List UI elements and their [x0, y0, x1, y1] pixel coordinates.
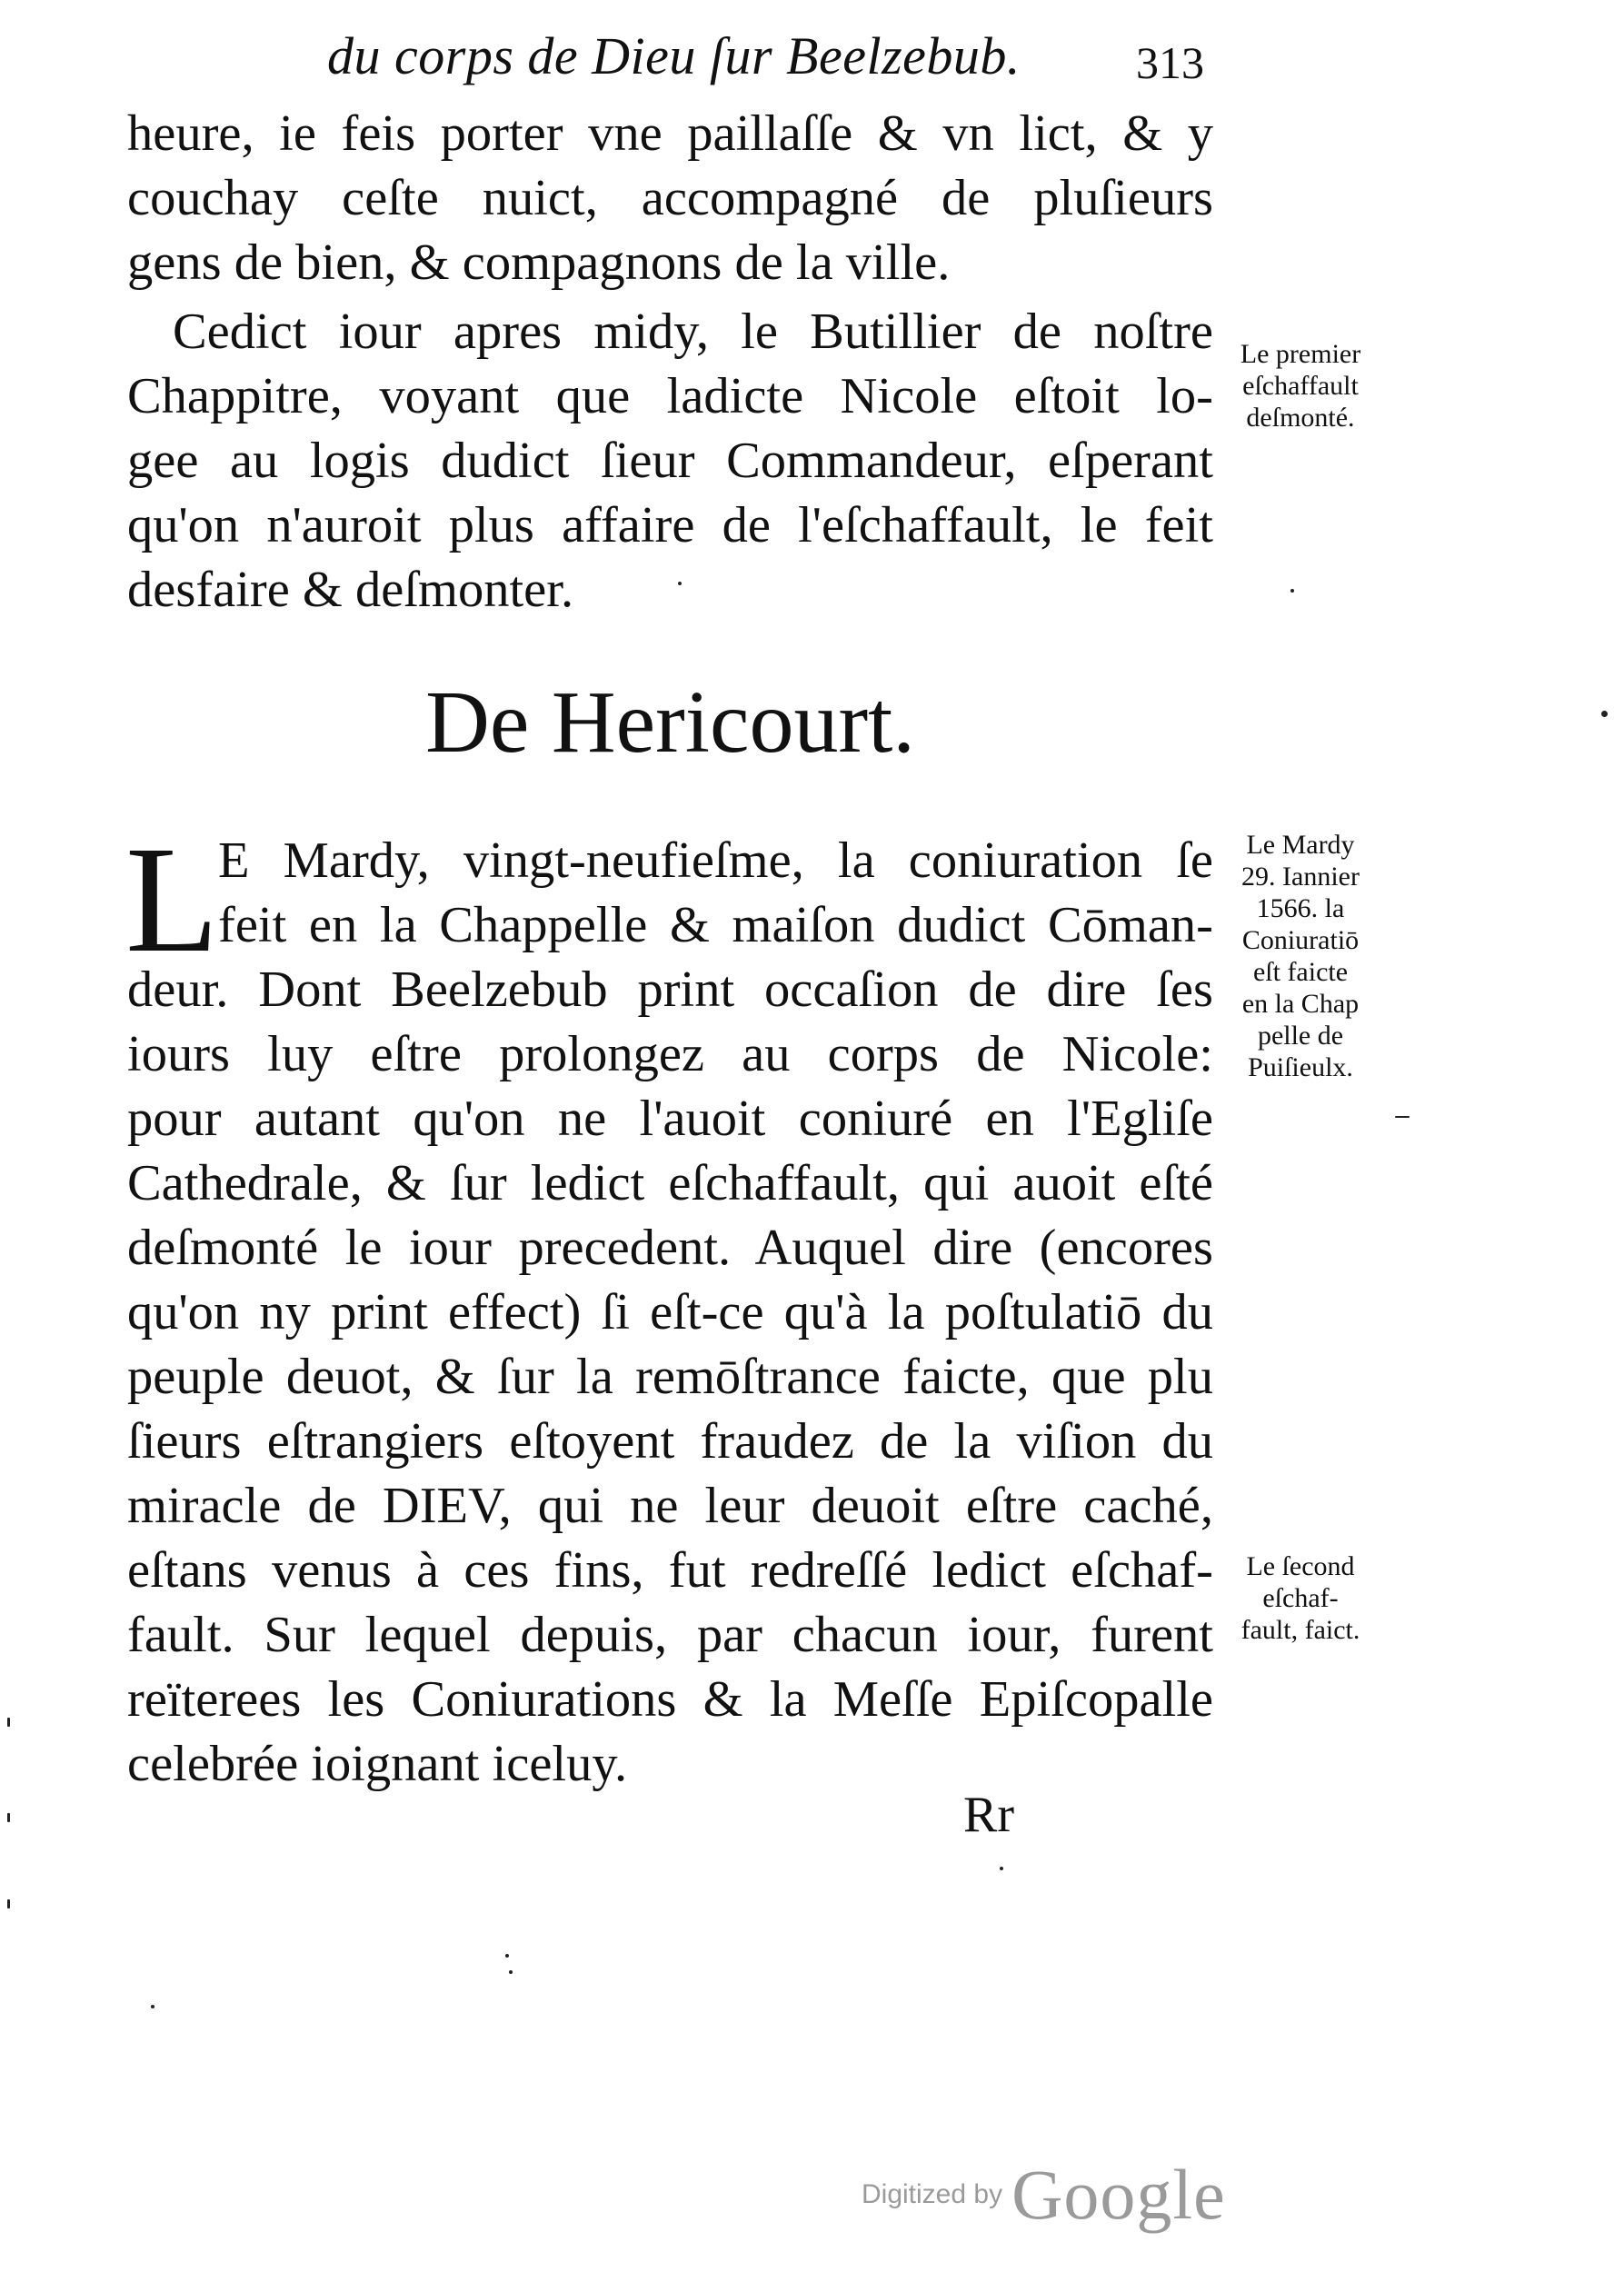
text-line: E Mardy, vingt-neufieſme, la coniuration ſe	[218, 832, 1213, 889]
ink-speck	[1395, 1116, 1410, 1118]
margin-note-first-scaffold	[1220, 338, 1381, 433]
text-line: qu'on n'auroit plus affaire de l'eſchaffault, le feit	[127, 497, 1213, 553]
text-line: Chappitre, voyant que ladicte Nicole eſtoit lo-	[127, 368, 1213, 424]
ink-speck	[509, 1970, 513, 1974]
margin-note-line: eſchaf-	[1262, 1583, 1339, 1613]
page-number: 313	[1136, 37, 1204, 88]
text-line: feit en la Chappelle & maiſon dudict Cōman-	[218, 897, 1213, 953]
text-line: fault. Sur lequel depuis, par chacun iour, furent	[127, 1607, 1213, 1663]
margin-note-line: fault, faict.	[1240, 1615, 1360, 1645]
text-line: deur. Dont Beelzebub print occaſion de dire ſes	[127, 962, 1213, 1018]
paragraph-2	[127, 300, 1213, 623]
margin-note-line: Le Mardy	[1246, 830, 1355, 860]
margin-note-line: Coniuratiō	[1241, 925, 1360, 955]
drop-cap: L	[125, 815, 219, 984]
margin-note-second-scaffold	[1220, 1550, 1381, 1646]
text-line: gee au logis dudict ſieur Commandeur, eſperant	[127, 433, 1213, 489]
margin-note-line: Le ſecond	[1246, 1551, 1355, 1581]
text-line: Cathedrale, & ſur ledict eſchaffault, qui auoit eſté	[127, 1155, 1213, 1211]
paragraph-1	[127, 102, 1213, 295]
text-line: couchay ceſte nuict, accompagné de pluſieurs	[127, 170, 1213, 226]
margin-note-line: en la Chap	[1241, 989, 1360, 1019]
margin-note-line: deſmonté.	[1246, 403, 1355, 433]
margin-note-line: pelle de	[1257, 1021, 1344, 1051]
ink-speck	[1290, 589, 1294, 593]
ink-speck	[7, 1813, 10, 1822]
text-line: pour autant qu'on ne l'auoit coniuré en l'Egliſe	[127, 1091, 1213, 1147]
google-logo: Google	[1011, 2155, 1226, 2234]
ink-speck	[7, 1899, 10, 1908]
digitized-by-watermark	[862, 2154, 1226, 2236]
text-line: reïterees les Coniurations & la Meſſe Epiſcopalle	[127, 1671, 1213, 1728]
margin-note-line: 29. Iannier	[1241, 862, 1360, 892]
paragraph-3	[125, 815, 1213, 1797]
digitized-by-label: Digitized by	[862, 2179, 1003, 2209]
ink-speck	[678, 582, 682, 585]
ink-speck	[505, 1954, 509, 1958]
margin-note-line: eſchaffault	[1242, 371, 1359, 401]
ink-speck	[1601, 711, 1608, 717]
margin-note-line: Le premier	[1240, 339, 1361, 369]
text-line: iours luy eſtre prolongez au corps de Nicole:	[127, 1026, 1213, 1082]
signature-mark: Rr	[963, 1787, 1014, 1843]
text-line: miracle de DIEV, qui ne leur deuoit eſtre caché,	[127, 1478, 1213, 1534]
text-line: celebrée ioignant iceluy.	[127, 1736, 628, 1792]
ink-speck	[7, 1718, 10, 1727]
margin-note-line: eſt faicte	[1252, 957, 1349, 987]
ink-speck	[1000, 1867, 1003, 1870]
text-line: eſtans venus à ces fins, fut redreſſé ledict eſchaf-	[127, 1542, 1213, 1599]
text-line: desfaire & deſmonter.	[127, 562, 574, 618]
margin-note-line: 1566. la	[1256, 893, 1345, 923]
text-line: heure, ie feis porter vne paillaſſe & vn lict, & y	[127, 105, 1213, 162]
running-title: du corps de Dieu ſur Beelzebub.	[327, 26, 1021, 85]
section-heading: De Hericourt.	[425, 673, 915, 772]
text-line: qu'on ny print effect) ſi eſt-ce qu'à la poſtulatiō du	[127, 1284, 1213, 1340]
text-line: peuple deuot, & ſur la remōſtrance faicte, que plu	[127, 1349, 1213, 1405]
margin-note-line: Puiſieulx.	[1248, 1052, 1353, 1082]
text-line: gens de bien, & compagnons de la ville.	[127, 234, 951, 291]
text-line: Cedict iour apres midy, le Butillier de noſtre	[173, 304, 1213, 360]
ink-speck	[151, 2005, 154, 2008]
margin-note-conjuration-date	[1220, 829, 1381, 1083]
text-line: deſmonté le iour precedent. Auquel dire (encores	[127, 1220, 1213, 1276]
text-line: ſieurs eſtrangiers eſtoyent fraudez de la viſion du	[127, 1413, 1213, 1470]
